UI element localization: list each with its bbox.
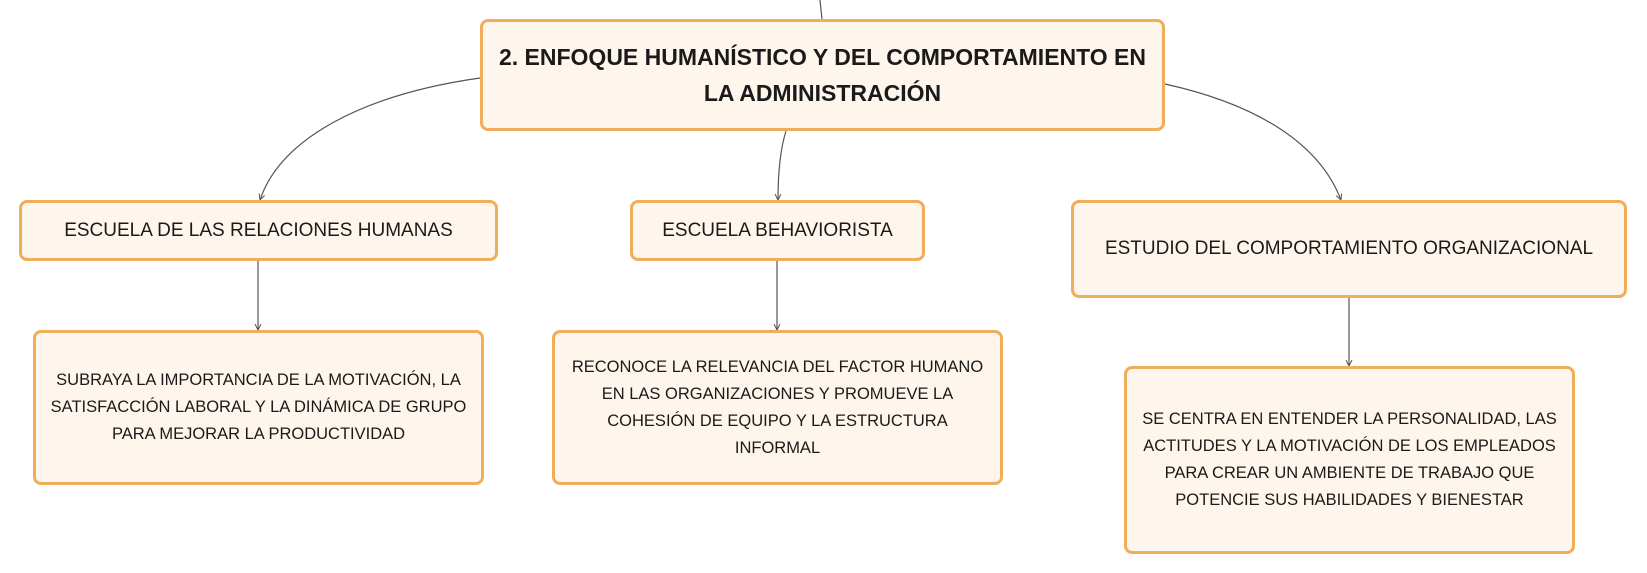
root-topic-node[interactable] — [480, 19, 1165, 131]
root-topic-label: 2. ENFOQUE HUMANÍSTICO Y DEL COMPORTAMIENTO EN LA ADMINISTRACIÓN — [498, 44, 1147, 106]
branch-label: ESTUDIO DEL COMPORTAMIENTO ORGANIZACIONAL — [1104, 238, 1594, 259]
branch-node-behaviorista[interactable] — [630, 200, 925, 261]
detail-node-relaciones-humanas[interactable] — [33, 330, 484, 485]
branch-node-relaciones-humanas[interactable] — [19, 200, 498, 261]
branch-node-comportamiento-organizacional[interactable] — [1071, 200, 1627, 298]
connector-root-to-branch-2 — [778, 131, 786, 200]
detail-text: RECONOCE LA RELEVANCIA DEL FACTOR HUMANO EN LAS ORGANIZACIONES Y PROMUEVE LA COHESIÓN DE EQUIPO Y LA ESTRUCTURA INFORMAL — [571, 357, 984, 457]
detail-text: SE CENTRA EN ENTENDER LA PERSONALIDAD, LAS ACTITUDES Y LA MOTIVACIÓN DE LOS EMPLEADOS PARA CREAR UN AMBIENTE DE TRABAJO QUE POTENCIE SUS HABILIDADES Y BIENESTAR — [1142, 410, 1557, 509]
detail-node-behaviorista[interactable] — [552, 330, 1003, 485]
connector-incoming — [820, 0, 822, 19]
detail-node-comportamiento-organizacional[interactable] — [1124, 366, 1575, 554]
detail-text: SUBRAYA LA IMPORTANCIA DE LA MOTIVACIÓN, LA SATISFACCIÓN LABORAL Y LA DINÁMICA DE GRUPO PARA MEJORAR LA PRODUCTIVIDAD — [50, 371, 467, 443]
connector-root-to-branch-1 — [260, 78, 480, 200]
connector-root-to-branch-3 — [1165, 84, 1341, 200]
branch-label: ESCUELA BEHAVIORISTA — [662, 219, 893, 241]
branch-label: ESCUELA DE LAS RELACIONES HUMANAS — [64, 219, 453, 241]
